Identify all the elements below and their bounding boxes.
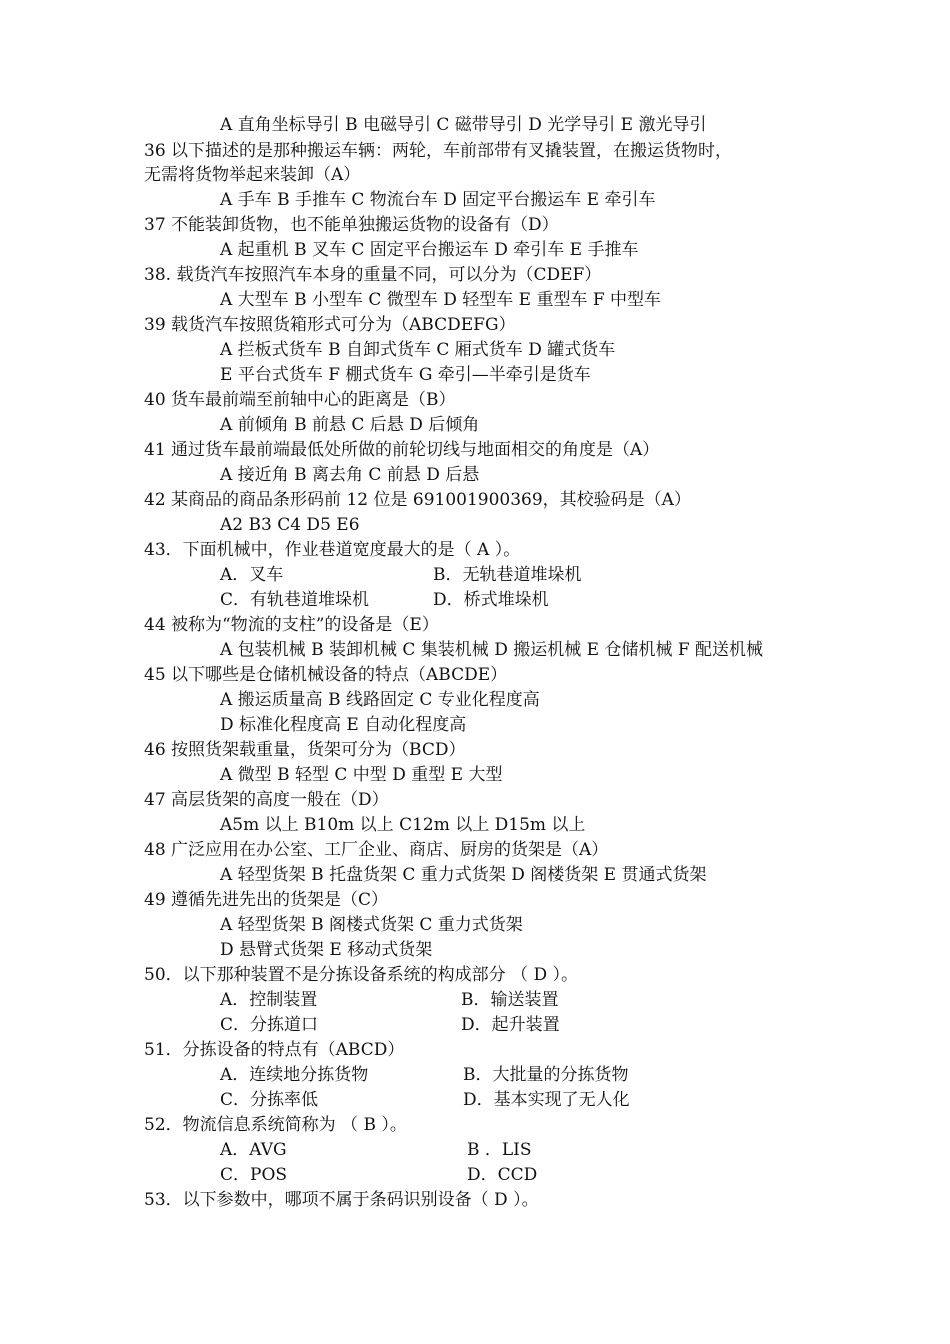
option-43-a: A．叉车 <box>220 565 284 585</box>
question-46: 46 按照货架载重量，货架可分为（BCD） <box>144 740 466 760</box>
option-line: D 悬臂式货架 E 移动式货架 <box>220 940 433 960</box>
question-40: 40 货车最前端至前轴中心的距离是（B） <box>144 390 456 410</box>
question-49: 49 遵循先进先出的货架是（C） <box>144 890 389 910</box>
option-line: D 标准化程度高 E 自动化程度高 <box>220 715 467 735</box>
question-36: 36 以下描述的是那种搬运车辆：两轮，车前部带有叉撬装置，在搬运货物时， <box>144 141 733 161</box>
question-39: 39 载货汽车按照货箱形式可分为（ABCDEFG） <box>144 315 516 335</box>
option-52-b: B ．LIS <box>467 1140 532 1160</box>
option-43-c: C．有轨巷道堆垛机 <box>220 590 370 610</box>
option-line: A 微型 B 轻型 C 中型 D 重型 E 大型 <box>220 765 503 785</box>
question-36-cont: 无需将货物举起来装卸（A） <box>144 165 361 185</box>
option-51-d: D．基本实现了无人化 <box>463 1090 630 1110</box>
question-41: 41 通过货车最前端最低处所做的前轮切线与地面相交的角度是（A） <box>144 440 660 460</box>
option-line: A2 B3 C4 D5 E6 <box>220 515 360 535</box>
option-51-c: C．分拣率低 <box>220 1090 319 1110</box>
question-42: 42 某商品的商品条形码前 12 位是 691001900369，其校验码是（A） <box>144 490 691 510</box>
option-52-a: A．AVG <box>220 1140 287 1160</box>
question-37: 37 不能装卸货物，也不能单独搬运货物的设备有（D） <box>144 215 559 235</box>
option-line: A 拦板式货车 B 自卸式货车 C 厢式货车 D 罐式货车 <box>220 340 616 360</box>
option-line: A 手车 B 手推车 C 物流台车 D 固定平台搬运车 E 牵引车 <box>220 190 656 210</box>
question-43: 43．下面机械中，作业巷道宽度最大的是（ A ）。 <box>144 540 521 560</box>
question-51: 51．分拣设备的特点有（ABCD） <box>144 1040 405 1060</box>
option-line: A 轻型货架 B 托盘货架 C 重力式货架 D 阁楼货架 E 贯通式货架 <box>220 865 707 885</box>
question-52: 52．物流信息系统简称为 （ B ）。 <box>144 1115 407 1135</box>
question-53: 53．以下参数中，哪项不属于条码识别设备（ D ）。 <box>144 1190 539 1210</box>
question-50: 50．以下那种装置不是分拣设备系统的构成部分 （ D ）。 <box>144 965 578 985</box>
option-43-b: B．无轨巷道堆垛机 <box>433 565 582 585</box>
option-line: A 接近角 B 离去角 C 前悬 D 后悬 <box>220 465 480 485</box>
option-50-b: B．输送装置 <box>461 990 559 1010</box>
question-48: 48 广泛应用在办公室、工厂企业、商店、厨房的货架是（A） <box>144 840 609 860</box>
option-line: A 搬运质量高 B 线路固定 C 专业化程度高 <box>220 690 540 710</box>
option-50-c: C．分拣道口 <box>220 1015 319 1035</box>
question-44: 44 被称为“物流的支柱”的设备是（E） <box>144 615 439 635</box>
option-50-d: D．起升装置 <box>461 1015 560 1035</box>
option-line: A 直角坐标导引 B 电磁导引 C 磁带导引 D 光学导引 E 激光导引 <box>220 115 707 135</box>
option-line: E 平台式货车 F 棚式货车 G 牵引—半牵引是货车 <box>220 365 591 385</box>
option-51-b: B．大批量的分拣货物 <box>463 1065 629 1085</box>
question-47: 47 高层货架的高度一般在（D） <box>144 790 389 810</box>
option-52-c: C．POS <box>220 1165 288 1185</box>
option-line: A 前倾角 B 前悬 C 后悬 D 后倾角 <box>220 415 480 435</box>
question-38: 38. 载货汽车按照汽车本身的重量不同，可以分为（CDEF） <box>144 265 602 285</box>
option-50-a: A．控制装置 <box>220 990 318 1010</box>
option-line: A 包装机械 B 装卸机械 C 集装机械 D 搬运机械 E 仓储机械 F 配送机械 <box>220 640 764 660</box>
option-51-a: A．连续地分拣货物 <box>220 1065 369 1085</box>
option-line: A 大型车 B 小型车 C 微型车 D 轻型车 E 重型车 F 中型车 <box>220 290 662 310</box>
option-line: A 起重机 B 叉车 C 固定平台搬运车 D 牵引车 E 手推车 <box>220 240 639 260</box>
option-43-d: D．桥式堆垛机 <box>433 590 549 610</box>
question-45: 45 以下哪些是仓储机械设备的特点（ABCDE） <box>144 665 508 685</box>
option-line: A 轻型货架 B 阁楼式货架 C 重力式货架 <box>220 915 523 935</box>
option-line: A5m 以上 B10m 以上 C12m 以上 D15m 以上 <box>220 815 586 835</box>
option-52-d: D．CCD <box>467 1165 538 1185</box>
